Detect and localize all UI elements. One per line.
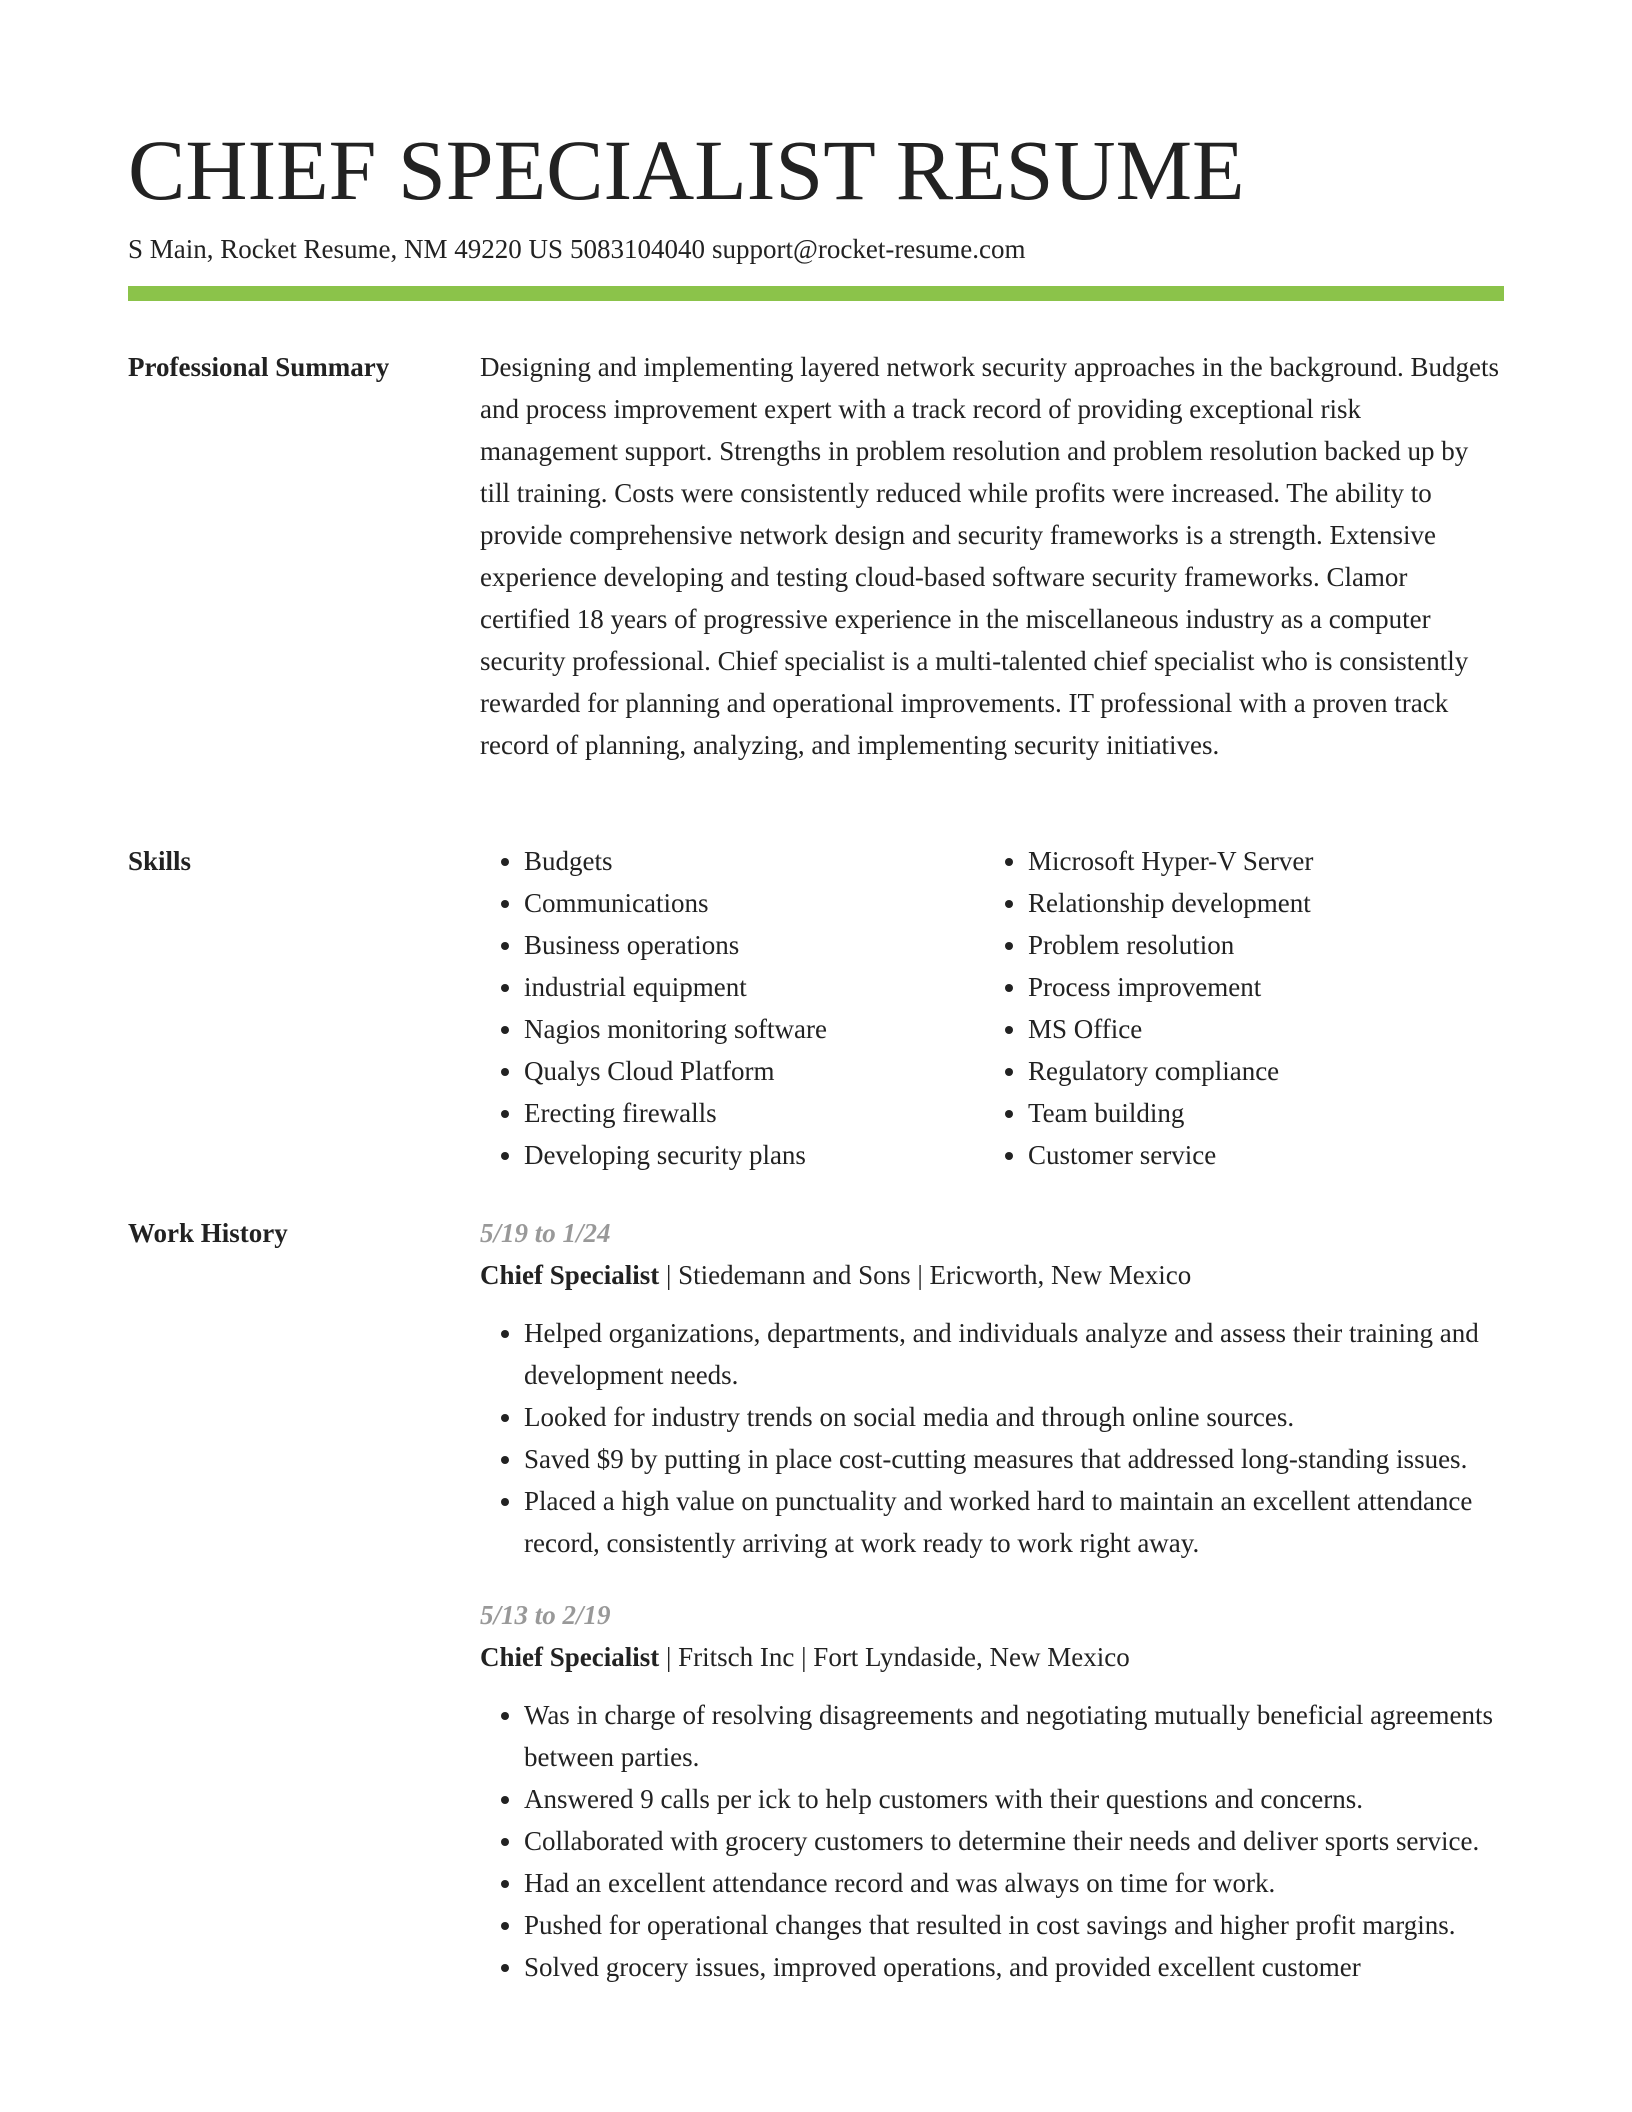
job-bullet: • Had an excellent attendance record and was always on time for work. [524, 1862, 1504, 1904]
job-bullet: • Answered 9 calls per ick to help customers with their questions and concerns. [524, 1778, 1504, 1820]
job-role: Chief Specialist [480, 1642, 660, 1672]
skill-item: • Problem resolution [1028, 924, 1488, 966]
job-location: Fort Lyndaside, New Mexico [813, 1642, 1130, 1672]
skill-item: • Budgets [524, 840, 984, 882]
contact-address: S Main, Rocket Resume, NM 49220 US [128, 234, 563, 264]
skills-list-right [984, 840, 1488, 1176]
job-bullet: • Saved $9 by putting in place cost-cutting measures that addressed long-standing issues. [524, 1438, 1504, 1480]
summary-body [480, 346, 1504, 766]
job-bullets [480, 1312, 1504, 1564]
job-header: Chief Specialist | Stiedemann and Sons | Ericworth, New Mexico [480, 1260, 1192, 1290]
job-entry [480, 1594, 1504, 1988]
contact-email: support@rocket-resume.com [712, 234, 1026, 264]
job-dates: 5/13 to 2/19 [480, 1600, 611, 1630]
summary-heading: Professional Summary [128, 352, 390, 382]
job-bullet: • Was in charge of resolving disagreements and negotiating mutually beneficial agreements between parties. [524, 1694, 1504, 1778]
skill-item: • Communications [524, 882, 984, 924]
job-dates: 5/19 to 1/24 [480, 1218, 611, 1248]
job-entry [480, 1212, 1504, 1564]
work-history-heading: Work History [128, 1218, 288, 1248]
job-bullet: • Solved grocery issues, improved operations, and provided excellent customer [524, 1946, 1504, 1988]
job-header: Chief Specialist | Fritsch Inc | Fort Lyndaside, New Mexico [480, 1642, 1130, 1672]
job-bullet: • Collaborated with grocery customers to determine their needs and deliver sports service. [524, 1820, 1504, 1862]
skill-item: • Qualys Cloud Platform [524, 1050, 984, 1092]
skills-heading: Skills [128, 846, 192, 876]
job-bullet: • Placed a high value on punctuality and worked hard to maintain an excellent attendance record, consistently arriving at work ready to work right away. [524, 1480, 1504, 1564]
job-location: Ericworth, New Mexico [929, 1260, 1192, 1290]
skill-item: • Customer service [1028, 1134, 1488, 1176]
job-bullet: • Helped organizations, departments, and individuals analyze and assess their training and development needs. [524, 1312, 1504, 1396]
skill-item: • Business operations [524, 924, 984, 966]
skill-item: • Team building [1028, 1092, 1488, 1134]
summary-text: Designing and implementing layered network security approaches in the background. Budgets and process improvement expert with a track record of providing exceptional risk management support. Strengths in problem resolution and problem resolution backed up by till training. Costs were consistently reduced while profits were increased. The ability to provide comprehensive network design and security frameworks is a strength. Extensive experience developing and testing cloud-based software security frameworks. Clamor certified 18 years of progressive experience in the miscellaneous industry as a computer security professional. Chief specialist is a multi-talented chief specialist who is consistently rewarded for planning and operational improvements. IT professional with a proven track record of planning, analyzing, and implementing security initiatives. [480, 352, 1499, 760]
skills-list-left [480, 840, 984, 1176]
skill-item: • MS Office [1028, 1008, 1488, 1050]
resume-title: CHIEF SPECIALIST RESUME [128, 122, 1245, 218]
skill-item: • Developing security plans [524, 1134, 984, 1176]
skill-item: • Erecting firewalls [524, 1092, 984, 1134]
job-company: Fritsch Inc [678, 1642, 795, 1672]
job-bullets [480, 1694, 1504, 1988]
job-company: Stiedemann and Sons [678, 1260, 911, 1290]
job-bullet: • Looked for industry trends on social media and through online sources. [524, 1396, 1504, 1438]
work-history-body [480, 1212, 1504, 2018]
skill-item: • Nagios monitoring software [524, 1008, 984, 1050]
skill-item: • Relationship development [1028, 882, 1488, 924]
contact-phone: 5083104040 [570, 234, 705, 264]
job-bullet: • Pushed for operational changes that resulted in cost savings and higher profit margins. [524, 1904, 1504, 1946]
accent-divider [128, 286, 1504, 301]
skill-item: • Process improvement [1028, 966, 1488, 1008]
skill-item: • Microsoft Hyper-V Server [1028, 840, 1488, 882]
skill-item: • industrial equipment [524, 966, 984, 1008]
skill-item: • Regulatory compliance [1028, 1050, 1488, 1092]
skills-body [480, 840, 1504, 1176]
contact-line [128, 232, 1026, 266]
job-role: Chief Specialist [480, 1260, 660, 1290]
